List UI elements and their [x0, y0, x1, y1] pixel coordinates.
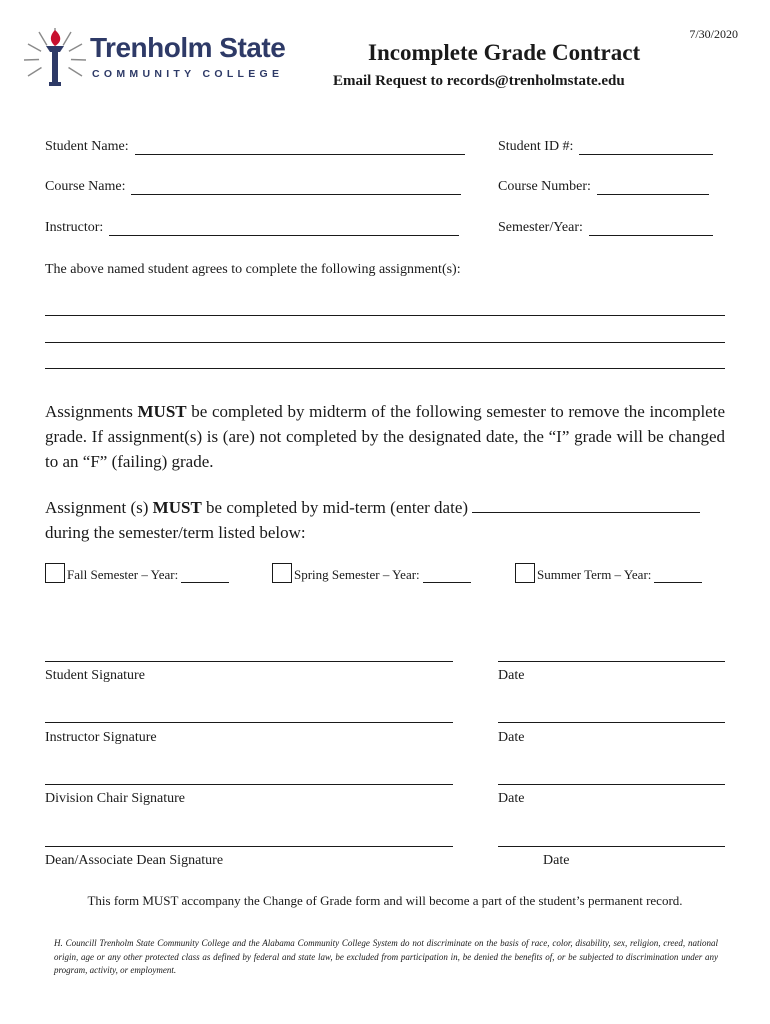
page-title: Incomplete Grade Contract [368, 40, 641, 65]
policy-text: be completed by midterm of the following semester to remove the incomplete grade. If assignment(s) is (are) not completed by the designated date, the “I” grade will be changed to an “F” (failing) grade. [45, 402, 725, 471]
completion-date-instruction [45, 495, 725, 545]
completion-policy [45, 399, 725, 474]
student-date-line[interactable] [498, 661, 725, 662]
instructor-date-line[interactable] [498, 722, 725, 723]
semester-year-input[interactable] [589, 221, 713, 236]
summer-year-input[interactable] [654, 571, 702, 583]
instructor-label: Instructor: [45, 220, 104, 235]
policy-emphasis: MUST [137, 402, 187, 421]
page-subtitle: Email Request to records@trenholmstate.edu [333, 73, 625, 89]
assignment-line[interactable] [45, 315, 725, 316]
assignments-intro: The above named student agrees to complete the following assignment(s): [45, 262, 461, 277]
student-id-label: Student ID #: [498, 139, 574, 154]
student-name-label: Student Name: [45, 139, 129, 154]
logo-subtitle: COMMUNITY COLLEGE [92, 68, 284, 80]
spring-checkbox[interactable] [272, 563, 292, 583]
summer-option[interactable] [515, 563, 702, 583]
course-name-field[interactable] [45, 179, 461, 195]
semester-year-label: Semester/Year: [498, 220, 583, 235]
summer-checkbox[interactable] [515, 563, 535, 583]
semester-year-field[interactable] [498, 220, 713, 236]
date-instruction-text: during the semester/term listed below: [45, 523, 306, 542]
instructor-input[interactable] [109, 221, 459, 236]
torch-icon [22, 24, 88, 94]
student-name-input[interactable] [135, 140, 465, 155]
division-chair-signature-line[interactable] [45, 784, 453, 785]
student-id-input[interactable] [579, 140, 713, 155]
date-label: Date [498, 668, 525, 683]
student-id-field[interactable] [498, 139, 713, 155]
policy-text: Assignments [45, 402, 138, 421]
date-label: Date [498, 791, 525, 806]
instructor-signature-label: Instructor Signature [45, 730, 157, 745]
date-label: Date [543, 853, 570, 868]
course-number-label: Course Number: [498, 179, 591, 194]
spring-option[interactable] [272, 563, 471, 583]
assignment-line[interactable] [45, 368, 725, 369]
spring-label: Spring Semester – Year: [294, 567, 420, 582]
summer-label: Summer Term – Year: [537, 567, 652, 582]
course-number-input[interactable] [597, 180, 709, 195]
nondiscrimination-statement: H. Councill Trenholm State Community College and the Alabama Community College System do not discriminate on the basis of race, color, disability, sex, religion, creed, national origin, age or any other protected class as defined by federal and state law, be excluded from participation in, be denied the benefits of, or be subjected to discrimination under any program, activity, or employment. [54, 938, 718, 975]
dean-signature-label: Dean/Associate Dean Signature [45, 853, 224, 868]
spring-year-input[interactable] [423, 571, 471, 583]
student-name-field[interactable] [45, 139, 465, 155]
instructor-field[interactable] [45, 220, 459, 236]
dean-signature-line[interactable] [45, 846, 453, 847]
instructor-signature-line[interactable] [45, 722, 453, 723]
form-date: 7/30/2020 [689, 27, 738, 41]
date-instruction-text: be completed by mid-term (enter date) [201, 498, 473, 517]
division-chair-signature-label: Division Chair Signature [45, 791, 185, 806]
date-instruction-text: Assignment (s) [45, 498, 153, 517]
midterm-date-input[interactable] [472, 498, 700, 513]
fall-checkbox[interactable] [45, 563, 65, 583]
date-label: Date [498, 730, 525, 745]
student-signature-label: Student Signature [45, 668, 145, 683]
permanent-record-notice: This form MUST accompany the Change of Grade form and will become a part of the student’s permanent record. [87, 893, 683, 908]
course-number-field[interactable] [498, 179, 709, 195]
college-logo [22, 24, 292, 94]
assignment-line[interactable] [45, 342, 725, 343]
date-instruction-emphasis: MUST [152, 498, 202, 517]
dean-date-line[interactable] [498, 846, 725, 847]
fall-label: Fall Semester – Year: [67, 567, 179, 582]
course-name-label: Course Name: [45, 179, 126, 194]
division-chair-date-line[interactable] [498, 784, 725, 785]
fall-option[interactable] [45, 563, 229, 583]
course-name-input[interactable] [131, 180, 461, 195]
fall-year-input[interactable] [181, 571, 229, 583]
student-signature-line[interactable] [45, 661, 453, 662]
logo-name: Trenholm State [90, 32, 286, 63]
